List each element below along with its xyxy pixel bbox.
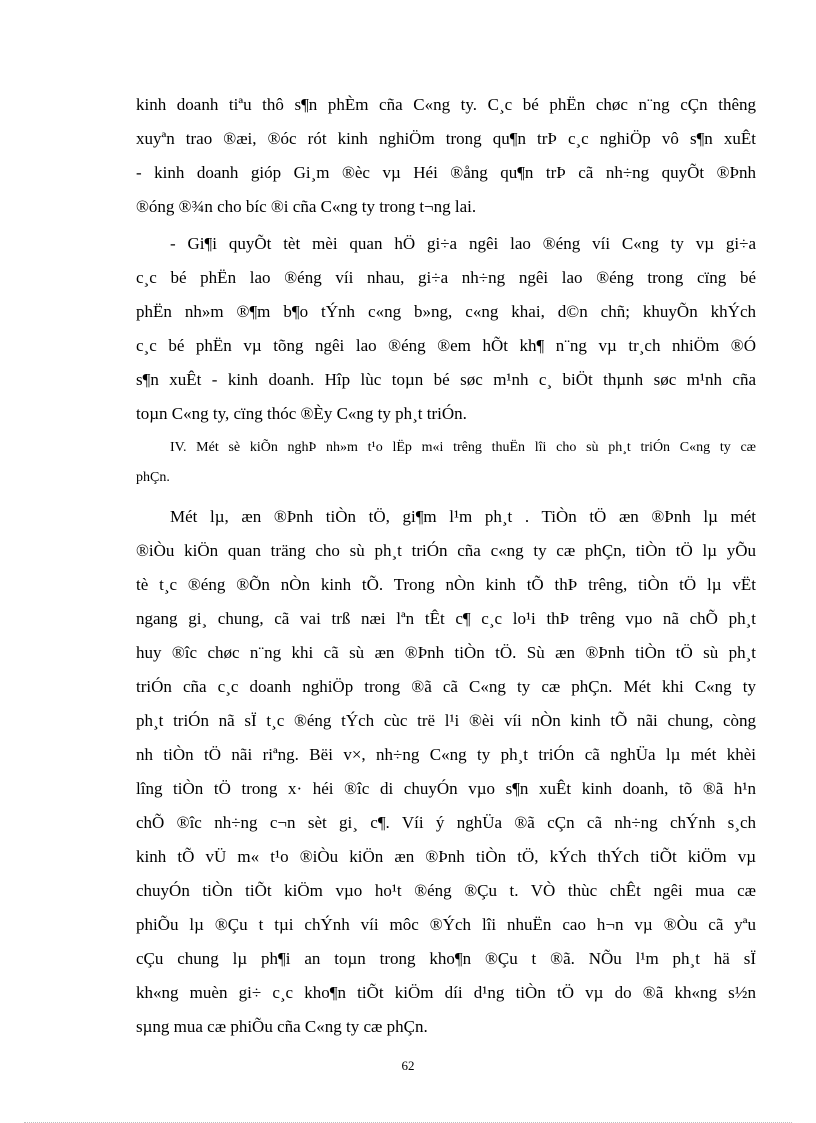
text-line: xuyªn trao ®æi, ®óc rót kinh nghiÖm trong qu¶n trÞ c¸c nghiÖp vô s¶n xuÊt [136, 129, 756, 148]
text-line: lîng tiÒn tÖ trong x· héi ®îc di chuyÓn vµo s¶n xuÊt kinh doanh, tõ ®ã h¹n [136, 779, 756, 798]
text-line: toµn C«ng ty, cïng thóc ®Èy C«ng ty ph¸t triÓn. [136, 404, 467, 423]
text-line: c¸c bé phËn vµ tõng ngêi lao ®éng ®em hÕt kh¶ n¨ng vµ tr¸ch nhiÖm ®Ó [136, 336, 756, 355]
heading-line: phÇn. [136, 470, 170, 485]
page-number: 62 [401, 1058, 415, 1073]
text-line: ph¸t triÓn nã sÏ t¸c ®éng tÝch cùc trë l¹i ®èi víi nÒn kinh tÕ nãi chung, còng [136, 711, 756, 730]
text-line: cÇu chung lµ ph¶i an toµn trong kho¶n ®Çu t ®ã. NÕu l¹m ph¸t hä sÏ [136, 949, 756, 968]
heading-line: IV. Mét sè kiÕn nghÞ nh»m t¹o lËp m«i trêng thuËn lîi cho sù ph¸t triÓn C«ng ty cæ [170, 440, 756, 455]
text-line: ®óng ®¾n cho bíc ®i cña C«ng ty trong t¬ng lai. [136, 197, 477, 216]
paragraph-2 [136, 227, 756, 431]
text-line: kinh tÕ vÜ m« t¹o ®iÒu kiÖn æn ®Þnh tiÒn tÖ, kÝch thÝch tiÕt kiÖm vµ [136, 847, 756, 866]
text-line: - Gi¶i quyÕt tèt mèi quan hÖ gi÷a ngêi lao ®éng víi C«ng ty vµ gi÷a [170, 234, 756, 253]
text-line: kinh doanh tiªu thô s¶n phÈm cña C«ng ty. C¸c bé phËn chøc n¨ng cÇn thêng [136, 95, 756, 114]
text-line: sµng mua cæ phiÕu cña C«ng ty cæ phÇn. [136, 1017, 428, 1036]
text-line: Mét lµ, æn ®Þnh tiÒn tÖ, gi¶m l¹m ph¸t . TiÒn tÖ æn ®Þnh lµ mét [170, 507, 756, 526]
text-line: ngang gi¸ chung, cã vai trß næi lªn tÊt c¶ c¸c lo¹i thÞ trêng vµo nã chÕ ph¸t [136, 609, 756, 628]
text-line: huy ®îc chøc n¨ng khi cã sù æn ®Þnh tiÒn tÖ. Sù æn ®Þnh tiÒn tÖ sù ph¸t [136, 643, 756, 662]
text-line: triÓn cña c¸c doanh nghiÖp trong ®ã cã C«ng ty cæ phÇn. Mét khi C«ng ty [136, 677, 756, 696]
text-line: kh«ng muèn gi÷ c¸c kho¶n tiÕt kiÖm díi d¹ng tiÒn tÖ vµ do ®ã kh«ng s½n [136, 983, 756, 1002]
text-line: phËn nh»m ®¶m b¶o tÝnh c«ng b»ng, c«ng khai, d©n chñ; khuyÕn khÝch [136, 302, 756, 321]
text-line: ®iÒu kiÖn quan träng cho sù ph¸t triÓn cña c«ng ty cæ phÇn, tiÒn tÖ lµ yÕu [136, 541, 756, 560]
text-line: s¶n xuÊt - kinh doanh. Hîp lùc toµn bé søc m¹nh c¸ biÖt thµnh søc m¹nh cña [136, 370, 756, 389]
text-line: chÕ ®îc nh÷ng c¬n sèt gi¸ c¶. Víi ý nghÜa ®ã cÇn cã nh÷ng chÝnh s¸ch [136, 813, 756, 832]
text-line: nh tiÒn tÖ nãi riªng. Bëi v×, nh÷ng C«ng ty ph¸t triÓn cã nghÜa lµ mét khèi [136, 745, 756, 764]
paragraph-3 [136, 500, 756, 1044]
text-line: - kinh doanh gióp Gi¸m ®èc vµ Héi ®ång qu¶n trÞ cã nh÷ng quyÕt ®Þnh [136, 163, 756, 182]
text-line: phiÕu lµ ®Çu t tµi chÝnh víi môc ®Ých lîi nhuËn cao h¬n vµ ®Òu cã yªu [136, 915, 756, 934]
text-line: c¸c bé phËn lao ®éng víi nhau, gi÷a nh÷ng ngêi lao ®éng trong cïng bé [136, 268, 756, 287]
section-heading [136, 433, 756, 493]
text-line: chuyÓn tiÒn tiÕt kiÖm vµo ho¹t ®éng ®Çu t. VÒ thùc chÊt ngêi mua cæ [136, 881, 756, 900]
paragraph-1 [136, 88, 756, 224]
text-line: tè t¸c ®éng ®Õn nÒn kinh tÕ. Trong nÒn kinh tÕ thÞ trêng, tiÒn tÖ lµ vËt [136, 575, 756, 594]
